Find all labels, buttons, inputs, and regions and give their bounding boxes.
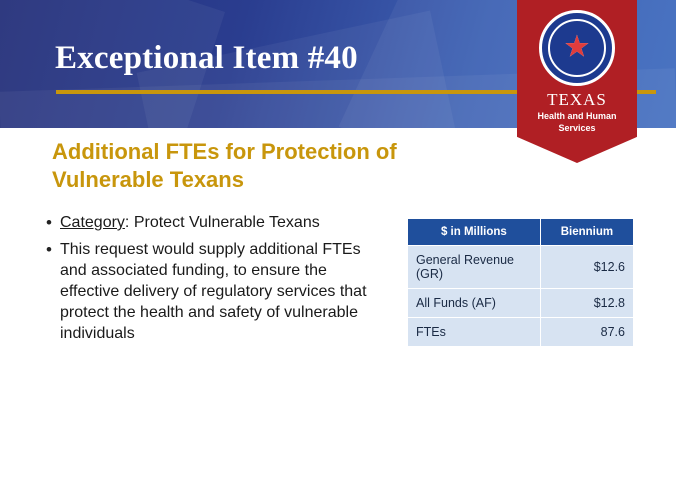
slide-subtitle-line1: Additional FTEs for Protection of: [52, 139, 397, 164]
list-item: [46, 212, 376, 233]
table-header-measure: $ in Millions: [408, 219, 541, 246]
page-title: Exceptional Item #40: [55, 40, 358, 76]
seal-circle: [539, 10, 615, 86]
slide-subtitle-line2: Vulnerable Texans: [52, 167, 244, 192]
table-cell-value: $12.8: [540, 289, 633, 318]
bullet-label-suffix: :: [124, 214, 130, 231]
bullet-label: Category: [60, 214, 125, 231]
funding-table: [407, 218, 634, 347]
table-cell-value: $12.6: [540, 246, 633, 289]
texas-hhs-logo: [517, 0, 637, 163]
bullet-text: [60, 212, 320, 233]
list-item: [46, 239, 376, 344]
table-header-row: [408, 219, 634, 246]
table-cell-label: All Funds (AF): [408, 289, 541, 318]
bullet-marker: •: [46, 240, 52, 259]
bullet-marker: •: [46, 213, 52, 232]
bullet-text: This request would supply additional FTEs and associated funding, to ensure the effective delivery of regulatory services that protect the health and safety of vulnerable individuals: [60, 241, 367, 342]
table-cell-label: FTEs: [408, 318, 541, 347]
slide-subtitle: [52, 138, 492, 194]
logo-state-label: TEXAS: [547, 90, 607, 109]
bullet-body: Protect Vulnerable Texans: [129, 214, 320, 231]
bullet-list: [46, 212, 376, 350]
table-row: [408, 246, 634, 289]
table-cell-value: 87.6: [540, 318, 633, 347]
table-header-biennium: Biennium: [540, 219, 633, 246]
logo-agency-line1: Health and Human: [537, 111, 617, 121]
table-cell-label: General Revenue (GR): [408, 246, 541, 289]
logo-agency-line2: Services: [558, 123, 596, 133]
table-row: [408, 318, 634, 347]
table-row: [408, 289, 634, 318]
logo-agency-label: [517, 110, 637, 134]
star-icon: ★: [563, 30, 591, 64]
